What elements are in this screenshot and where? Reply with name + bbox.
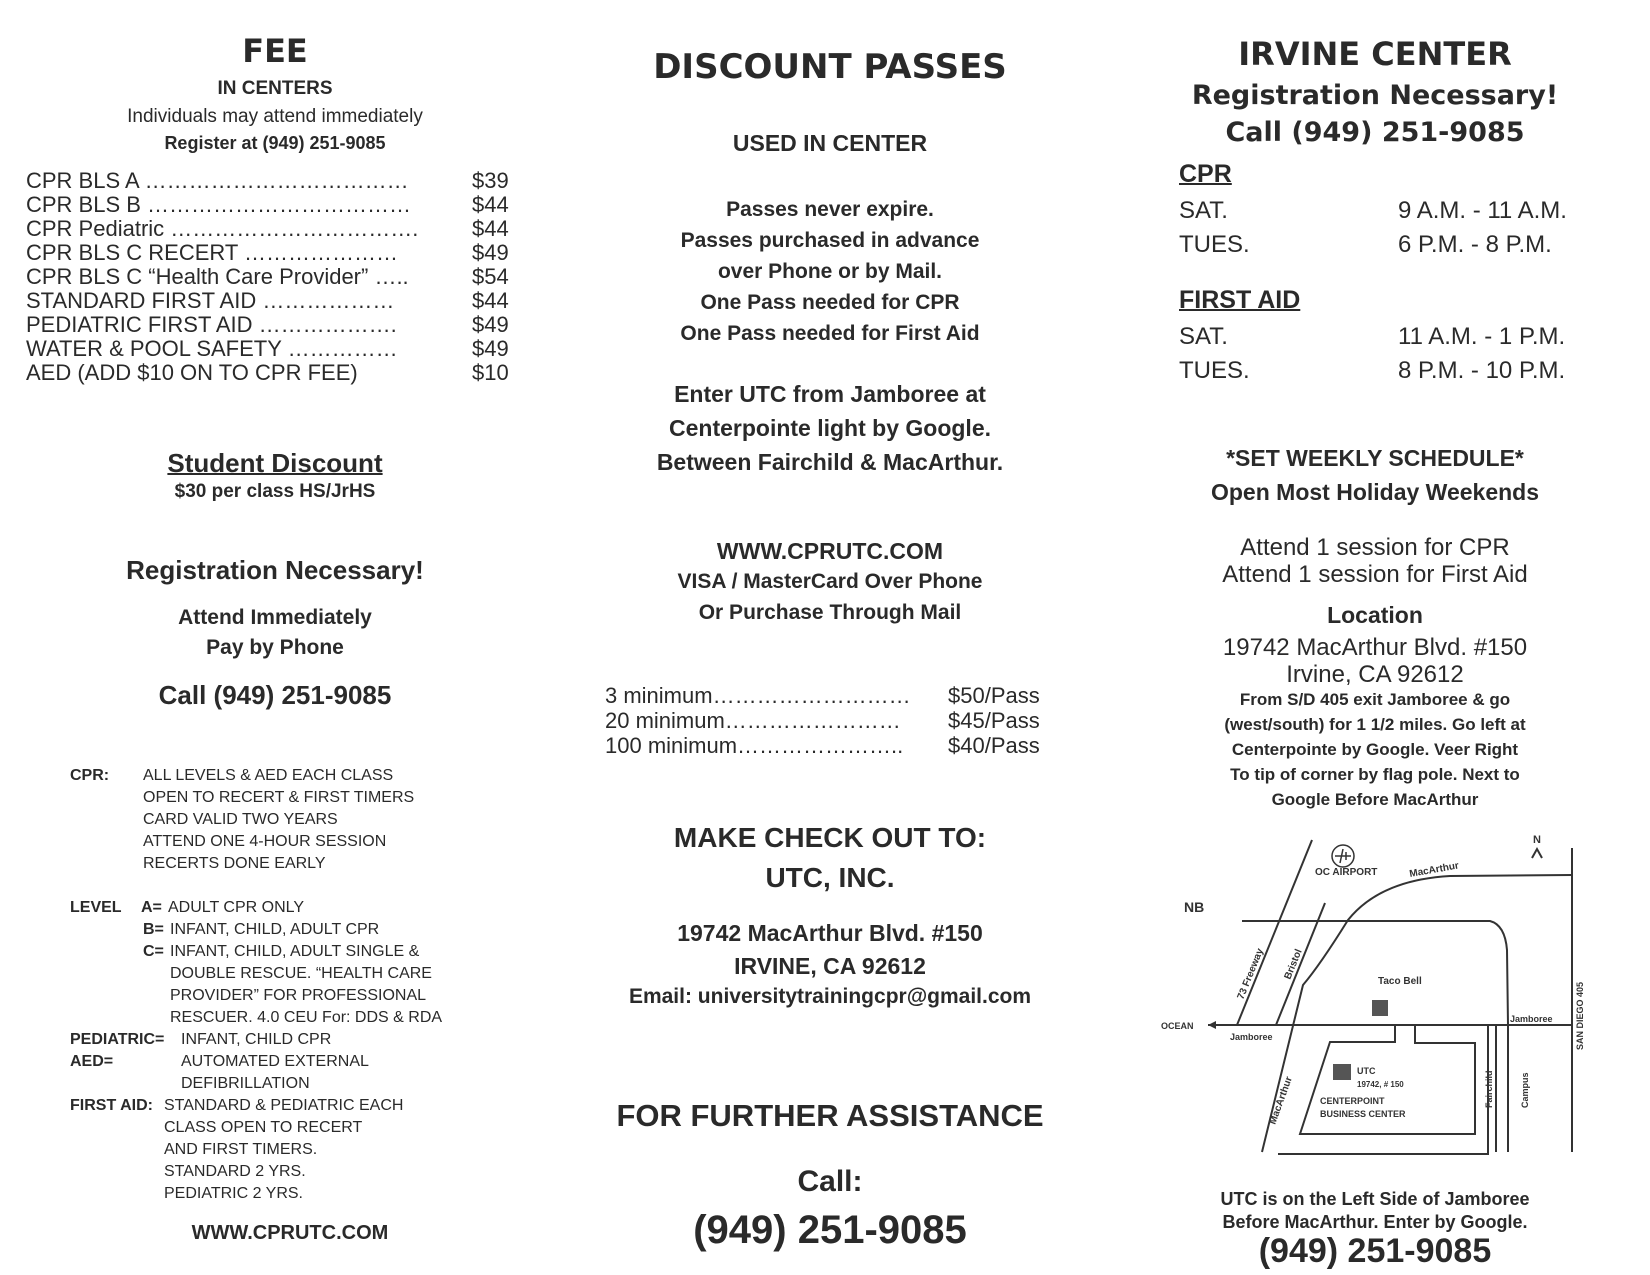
airplane-icon xyxy=(1332,845,1354,867)
call-label: Call: xyxy=(797,1165,863,1198)
map-label-ocean: OCEAN xyxy=(1161,1021,1194,1031)
map-label-jamboree-left: Jamboree xyxy=(1230,1032,1273,1042)
used-in-center: USED IN CENTER xyxy=(732,130,928,156)
cpr-heading-text: CPR xyxy=(1179,160,1232,188)
schedule-time: 8 P.M. - 10 P.M. xyxy=(1398,357,1566,384)
fee-price: $49 xyxy=(472,336,509,361)
email[interactable]: Email: universitytrainingcpr@gmail.com xyxy=(628,985,1032,1008)
pediatric-text: INFANT, CHILD CPR xyxy=(181,1031,332,1048)
map-label-taco-bell: Taco Bell xyxy=(1378,976,1422,987)
taco-bell-marker-icon xyxy=(1372,1000,1388,1016)
map-label-macarthur-bottom: MacArthur xyxy=(1267,1075,1295,1127)
aed-line: DEFIBRILLATION xyxy=(181,1075,310,1092)
map-label-oc-airport: OC AIRPORT xyxy=(1315,867,1378,878)
enter-line: Between Fairchild & MacArthur. xyxy=(656,449,1004,475)
first-aid-line: STANDARD 2 YRS. xyxy=(164,1163,306,1180)
ocean-arrow-icon xyxy=(1208,1021,1216,1029)
check-payee: UTC, INC. xyxy=(765,862,895,893)
assistance-title: FOR FURTHER ASSISTANCE xyxy=(616,1098,1044,1133)
footer-line: UTC is on the Left Side of Jamboree xyxy=(1220,1189,1530,1209)
fee-name: WATER & POOL SAFETY …………… xyxy=(26,336,398,361)
fee-price: $44 xyxy=(472,216,509,241)
pass-info-line: Passes purchased in advance xyxy=(680,229,980,252)
level-c-line: PROVIDER” FOR PROFESSIONAL xyxy=(170,987,427,1004)
cpr-label: CPR: xyxy=(70,767,110,784)
pay-by-phone: Pay by Phone xyxy=(206,636,344,659)
level-c-line: INFANT, CHILD, ADULT SINGLE & xyxy=(170,943,420,960)
directions-line: To tip of corner by flag pole. Next to xyxy=(1230,765,1520,784)
aed-line: AUTOMATED EXTERNAL xyxy=(181,1053,369,1070)
fee-name: PEDIATRIC FIRST AID ………………. xyxy=(26,312,397,337)
pass-name: 3 minimum……………………… xyxy=(605,683,911,708)
check-title: MAKE CHECK OUT TO: xyxy=(673,822,987,853)
fee-price: $49 xyxy=(472,240,509,265)
pass-name: 100 minimum………………….. xyxy=(605,733,904,758)
pediatric-label: PEDIATRIC= xyxy=(70,1031,165,1048)
assistance-phone[interactable]: (949) 251-9085 xyxy=(693,1208,967,1252)
call-right[interactable]: Call (949) 251-9085 xyxy=(1225,117,1525,148)
directions-line: Google Before MacArthur xyxy=(1271,790,1479,809)
first-aid-heading-text: FIRST AID xyxy=(1179,286,1301,314)
level-c-key: C= xyxy=(143,943,164,960)
level-c-line: DOUBLE RESCUE. “HEALTH CARE xyxy=(170,965,432,982)
map-label-73-freeway: 73 Freeway xyxy=(1235,946,1266,1002)
mail-address-line2: IRVINE, CA 92612 xyxy=(734,953,926,979)
student-discount-title-text: Student Discount xyxy=(167,448,383,478)
pass-price: $40/Pass xyxy=(948,733,1040,758)
utc-marker-icon xyxy=(1333,1064,1351,1080)
schedule-day: SAT. xyxy=(1179,323,1228,350)
map-label-campus: Campus xyxy=(1520,1072,1530,1108)
fee-name: CPR BLS A ……………………………… xyxy=(26,168,409,193)
first-aid-line: CLASS OPEN TO RECERT xyxy=(164,1119,363,1136)
fee-price: $49 xyxy=(472,312,509,337)
map-label-utc-address: 19742, # 150 xyxy=(1357,1080,1404,1089)
attend-cpr: Attend 1 session for CPR xyxy=(1240,534,1510,561)
enter-line: Centerpointe light by Google. xyxy=(669,415,991,441)
schedule-day: SAT. xyxy=(1179,197,1228,224)
map-label-nb: NB xyxy=(1184,899,1205,915)
schedule-day: TUES. xyxy=(1179,357,1250,384)
middle-website[interactable]: WWW.CPRUTC.COM xyxy=(716,538,944,564)
first-aid-label: FIRST AID: xyxy=(70,1097,153,1114)
pass-price: $45/Pass xyxy=(948,708,1040,733)
weekly-schedule: *SET WEEKLY SCHEDULE* xyxy=(1226,445,1524,471)
footer-line: Before MacArthur. Enter by Google. xyxy=(1222,1212,1528,1232)
payment-line: VISA / MasterCard Over Phone xyxy=(677,570,983,593)
level-a-text: ADULT CPR ONLY xyxy=(168,899,305,916)
pass-info-line: One Pass needed for CPR xyxy=(700,291,960,314)
map-label-business-center: BUSINESS CENTER xyxy=(1320,1109,1406,1119)
location-title: Location xyxy=(1327,602,1423,628)
fee-name: CPR BLS C “Health Care Provider” ….. xyxy=(26,264,409,289)
registration-necessary: Registration Necessary! xyxy=(126,555,424,585)
schedule-day: TUES. xyxy=(1179,231,1250,258)
cpr-note-line: RECERTS DONE EARLY xyxy=(143,855,326,872)
level-label: LEVEL xyxy=(70,899,122,916)
map-label-san-diego-405: SAN DIEGO 405 xyxy=(1575,981,1585,1050)
cpr-note-line: OPEN TO RECERT & FIRST TIMERS xyxy=(143,789,415,806)
pass-info-line: One Pass needed for First Aid xyxy=(680,322,980,345)
location-line1: 19742 MacArthur Blvd. #150 xyxy=(1222,634,1528,661)
directions-line: Centerpointe by Google. Veer Right xyxy=(1231,740,1519,759)
fee-price: $10 xyxy=(472,360,509,385)
student-discount-text: $30 per class HS/JrHS xyxy=(174,481,376,502)
map-label-centerpoint: CENTERPOINT xyxy=(1320,1096,1385,1106)
level-b-text: INFANT, CHILD, ADULT CPR xyxy=(170,921,380,938)
level-a-key: A= xyxy=(141,899,162,916)
fee-name: CPR Pediatric ……………………………. xyxy=(26,216,419,241)
level-b-key: B= xyxy=(143,921,164,938)
first-aid-line: AND FIRST TIMERS. xyxy=(164,1141,318,1158)
cpr-note-line: ALL LEVELS & AED EACH CLASS xyxy=(143,767,394,784)
level-c-line: RESCUER. 4.0 CEU For: DDS & RDA xyxy=(170,1009,443,1026)
map-label-jamboree-right: Jamboree xyxy=(1510,1014,1553,1024)
left-website[interactable]: WWW.CPRUTC.COM xyxy=(191,1222,389,1244)
schedule-time: 11 A.M. - 1 P.M. xyxy=(1398,323,1566,350)
payment-line: Or Purchase Through Mail xyxy=(698,601,962,624)
pass-name: 20 minimum…………………… xyxy=(605,708,901,733)
fee-price: $54 xyxy=(472,264,509,289)
pass-price: $50/Pass xyxy=(948,683,1040,708)
pass-info-line: Passes never expire. xyxy=(726,198,934,221)
discount-passes-title: DISCOUNT PASSES xyxy=(653,47,1007,87)
pass-info-line: over Phone or by Mail. xyxy=(717,260,943,283)
fee-price: $44 xyxy=(472,192,509,217)
schedule-time: 6 P.M. - 8 P.M. xyxy=(1398,231,1552,258)
cpr-note-line: CARD VALID TWO YEARS xyxy=(143,811,338,828)
first-aid-line: STANDARD & PEDIATRIC EACH xyxy=(164,1097,404,1114)
registration-necessary-right: Registration Necessary! xyxy=(1191,80,1559,111)
attend-immediately: Attend Immediately xyxy=(178,606,372,629)
fee-price: $39 xyxy=(472,168,509,193)
map-label-fairchild: Fairchild xyxy=(1484,1070,1494,1108)
aed-label: AED= xyxy=(70,1053,114,1070)
fee-title: FEE xyxy=(242,32,308,70)
fee-line-register: Register at (949) 251-9085 xyxy=(164,133,386,153)
map-label-utc: UTC xyxy=(1357,1066,1376,1076)
location-line2: Irvine, CA 92612 xyxy=(1286,661,1464,688)
fee-price: $44 xyxy=(472,288,509,313)
fee-name: STANDARD FIRST AID ……………… xyxy=(26,288,395,313)
footer-phone[interactable]: (949) 251-9085 xyxy=(1258,1232,1492,1270)
irvine-center-title: IRVINE CENTER xyxy=(1238,35,1512,73)
directions-line: From S/D 405 exit Jamboree & go xyxy=(1239,690,1511,709)
call-phone: Call (949) 251-9085 xyxy=(158,680,392,710)
north-arrow-icon xyxy=(1532,849,1542,858)
fee-name: CPR BLS B ……………………………… xyxy=(26,192,412,217)
enter-line: Enter UTC from Jamboree at xyxy=(674,381,986,407)
fee-subtitle: IN CENTERS xyxy=(217,78,333,99)
schedule-time: 9 A.M. - 11 A.M. xyxy=(1398,197,1567,224)
attend-first-aid: Attend 1 session for First Aid xyxy=(1222,561,1528,588)
fee-name: AED (ADD $10 ON TO CPR FEE) xyxy=(26,360,358,385)
holiday-weekends: Open Most Holiday Weekends xyxy=(1210,479,1540,505)
directions-line: (west/south) for 1 1/2 miles. Go left at xyxy=(1224,715,1526,734)
first-aid-line: PEDIATRIC 2 YRS. xyxy=(164,1185,303,1202)
cpr-note-line: ATTEND ONE 4-HOUR SESSION xyxy=(143,833,387,850)
map-label-north: N xyxy=(1533,834,1541,846)
map-label-macarthur-top: MacArthur xyxy=(1408,860,1460,880)
fee-line-attend: Individuals may attend immediately xyxy=(127,106,423,127)
fee-name: CPR BLS C RECERT ………………… xyxy=(26,240,399,265)
map-label-bristol: Bristol xyxy=(1282,947,1305,982)
mail-address-line1: 19742 MacArthur Blvd. #150 xyxy=(677,920,983,946)
